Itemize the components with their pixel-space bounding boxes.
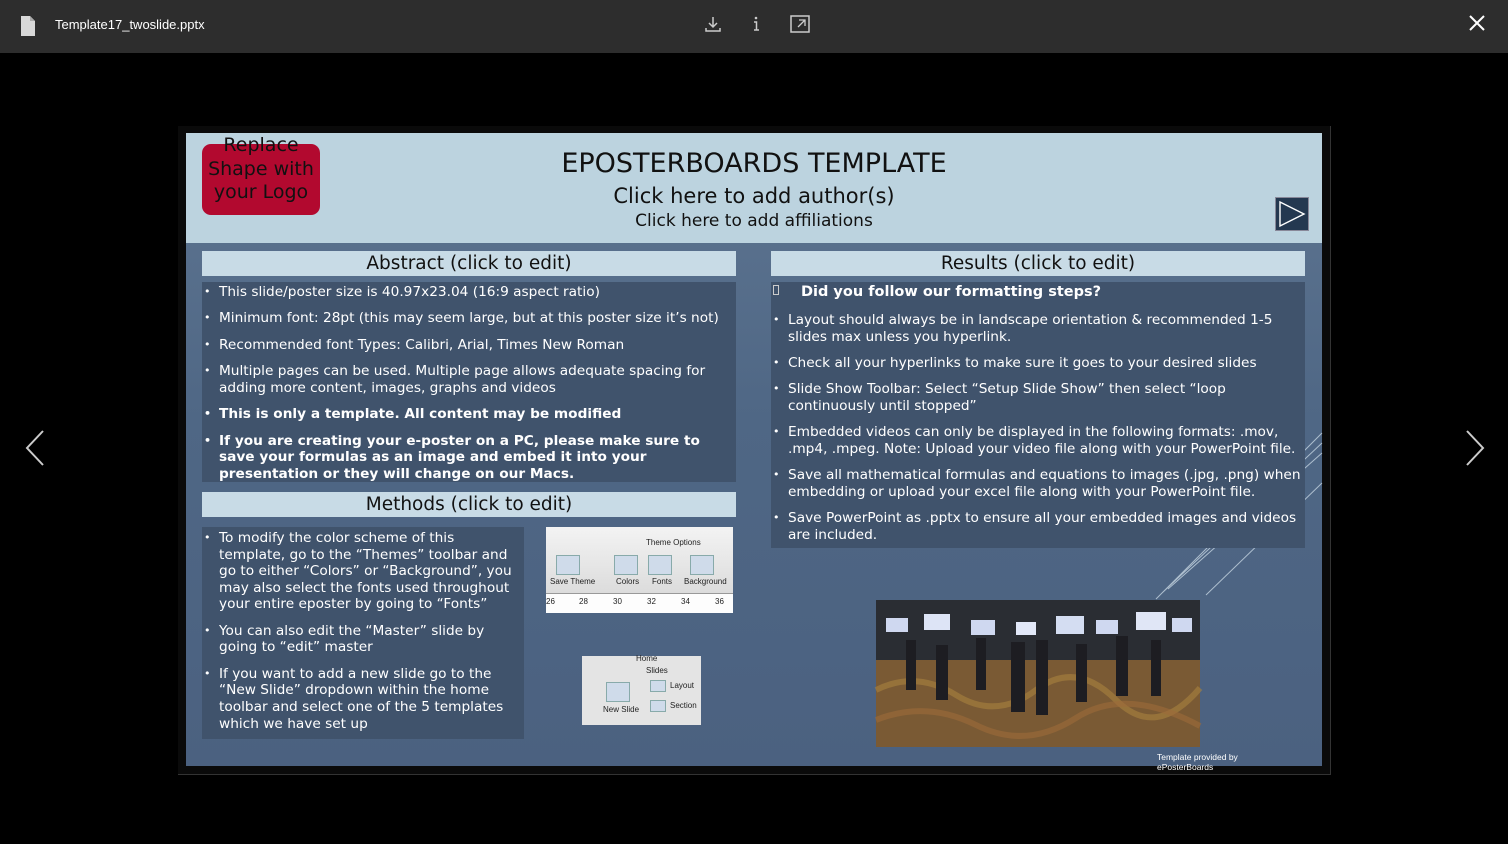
layout-label: Layout [670,681,695,690]
slides-group-title: Slides [646,666,668,675]
ruler-tick: 28 [579,597,588,606]
fonts-icon [648,555,672,575]
credit-line-1: Template provided by [1157,752,1238,762]
layout-icon [650,680,666,692]
results-bullet: • Save PowerPoint as .pptx to ensure all your embedded images and videos are included. [771,510,1301,543]
new-slide-screenshot[interactable] [582,656,701,725]
new-slide-icon [606,682,630,702]
abstract-box[interactable] [202,282,736,482]
play-slideshow-button[interactable] [1275,197,1309,231]
background-icon [690,555,714,575]
info-button[interactable] [742,12,770,40]
results-heading[interactable]: Results (click to edit) [771,251,1305,276]
ruler-tick: 26 [546,597,555,606]
viewer-toolbar [0,0,1508,53]
abstract-bullet: • Recommended font Types: Calibri, Arial, Times New Roman [202,337,722,354]
ruler-tick: 30 [613,597,622,606]
info-icon [747,15,765,37]
home-tab-label: Home [636,654,658,663]
new-slide-label: New Slide [603,705,640,714]
save-theme-icon [556,555,580,575]
results-box[interactable] [771,282,1305,548]
previous-slide-button[interactable] [15,425,55,475]
missing-glyph-marker [773,285,779,295]
colors-icon [614,555,638,575]
event-photo-illustration [876,600,1200,747]
methods-bullet: • If you want to add a new slide go to the “New Slide” dropdown within the home toolbar and select one of the 5 templates which we have set up [202,666,524,732]
next-slide-button[interactable] [1455,425,1495,475]
ruler-tick: 34 [681,597,690,606]
results-bullet: • Check all your hyperlinks to make sure it goes to your desired slides [771,355,1301,372]
methods-heading[interactable]: Methods (click to edit) [202,492,736,517]
results-bullet: • Embedded videos can only be displayed in the following formats: .mov, .mp4, .mpeg. Note: Upload your video file along with your PowerPoint file. [771,424,1301,457]
ruler-tick: 32 [647,597,656,606]
abstract-heading[interactable]: Abstract (click to edit) [202,251,736,276]
abstract-bullet: • Multiple pages can be used. Multiple page allows adequate spacing for adding more content, images, graphs and videos [202,363,722,396]
save-theme-label: Save Theme [550,577,596,586]
fullscreen-icon [790,15,810,37]
download-icon [704,15,722,37]
section-label: Section [670,701,697,710]
slide-header [186,133,1322,243]
authors-placeholder[interactable]: Click here to add author(s) [613,184,895,208]
ruler-tick: 36 [715,597,724,606]
close-icon [1468,14,1486,36]
results-bullet: • Slide Show Toolbar: Select “Setup Slide Show” then select “loop continuously until stopped” [771,381,1301,414]
file-name: Template17_twoslide.pptx [55,17,205,32]
methods-bullet: • To modify the color scheme of this template, go to the “Themes” toolbar and go to either “Colors” or “Background”, you may also select the fonts used throughout your entire eposter by going to “Fonts” [202,530,524,613]
results-bullet: • Save all mathematical formulas and equations to images (.jpg, .png) when embedding or upload your excel file along with your PowerPoint file. [771,467,1301,500]
theme-options-title: Theme Options [646,538,701,547]
slide [186,133,1322,772]
results-bullet: • Layout should always be in landscape orientation & recommended 1-5 slides max unless you hyperlink. [771,312,1301,345]
section-icon [650,700,666,712]
template-credit [1157,752,1238,772]
ruler [546,593,733,613]
close-button[interactable] [1462,10,1492,40]
theme-options-screenshot[interactable] [546,527,733,612]
affiliations-placeholder[interactable]: Click here to add affiliations [635,211,873,231]
poster-title[interactable]: EPOSTERBOARDS TEMPLATE [561,148,947,179]
methods-bullet: • You can also edit the “Master” slide by going to “edit” master [202,623,524,656]
play-icon [1276,215,1308,234]
chevron-right-icon [1465,429,1485,471]
abstract-bullet: • This is only a template. All content may be modified [202,406,722,423]
fullscreen-button[interactable] [786,12,814,40]
results-question: Did you follow our formatting steps? [801,284,1102,300]
methods-box[interactable] [202,527,524,739]
file-icon [20,16,36,36]
chevron-left-icon [25,429,45,471]
credit-line-2: ePosterBoards [1157,762,1214,772]
abstract-bullet: • If you are creating your e-poster on a PC, please make sure to save your formulas as an image and embed it into your presentation or they will change on our Macs. [202,433,722,483]
fonts-label: Fonts [652,577,673,586]
background-label: Background [684,577,727,586]
logo-placeholder-text: Replace Shape with your Logo [208,134,314,203]
event-photo[interactable] [876,600,1200,747]
download-button[interactable] [699,12,727,40]
abstract-bullet: • Minimum font: 28pt (this may seem large, but at this poster size it’s not) [202,310,722,327]
colors-label: Colors [616,577,640,586]
abstract-bullet: • This slide/poster size is 40.97x23.04 (16:9 aspect ratio) [202,284,722,301]
